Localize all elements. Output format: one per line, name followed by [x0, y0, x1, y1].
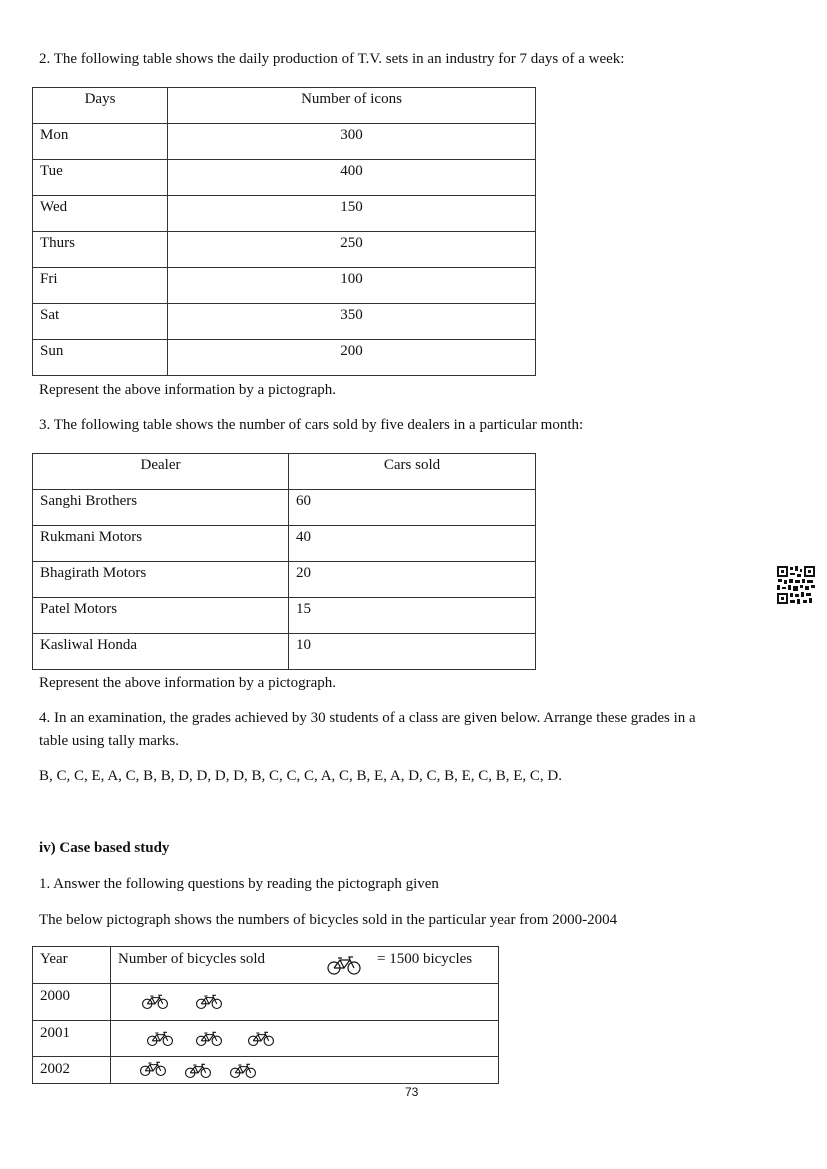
cell-bikes	[111, 1057, 499, 1084]
bicycle-pictograph-table	[32, 946, 499, 1084]
table-row	[33, 268, 536, 304]
table-row	[33, 634, 536, 670]
header-sold	[111, 947, 499, 984]
table-row	[33, 490, 536, 526]
table-row	[33, 160, 536, 196]
case-q1: 1. Answer the following questions by reading the pictograph given	[39, 876, 439, 892]
table-row	[33, 984, 499, 1021]
cell-value: 200	[168, 340, 536, 376]
cell-dealer: Sanghi Brothers	[33, 490, 289, 526]
q3-text: 3. The following table shows the number of cars sold by five dealers in a particular month:	[39, 417, 584, 433]
q2-text: 2. The following table shows the daily production of T.V. sets in an industry for 7 days of a week:	[39, 51, 625, 67]
case-desc: The below pictograph shows the numbers of bicycles sold in the particular year from 2000-2004	[39, 912, 618, 928]
cell-value: 40	[289, 526, 536, 562]
cell-day: Wed	[33, 196, 168, 232]
bicycle-icon	[229, 1062, 257, 1084]
cars-sold-table	[32, 453, 536, 670]
q2-footer: Represent the above information by a pictograph.	[39, 382, 336, 398]
cell-day: Mon	[33, 124, 168, 160]
table-header-row	[33, 88, 536, 124]
table-row	[33, 304, 536, 340]
bicycle-icon	[247, 1030, 275, 1052]
q4-line1: 4. In an examination, the grades achieved by 30 students of a class are given below. Arrange these grades in a	[39, 710, 696, 726]
header-dealer: Dealer	[33, 454, 289, 490]
cell-bikes	[111, 1021, 499, 1057]
header-year: Year	[33, 947, 111, 984]
table-row	[33, 1021, 499, 1057]
cell-dealer: Rukmani Motors	[33, 526, 289, 562]
cell-day: Sun	[33, 340, 168, 376]
bicycle-icon	[195, 993, 223, 1015]
header-days: Days	[33, 88, 168, 124]
cell-value: 100	[168, 268, 536, 304]
cell-value: 350	[168, 304, 536, 340]
cell-year: 2002	[33, 1057, 111, 1084]
bicycle-icon	[326, 955, 362, 980]
cell-value: 20	[289, 562, 536, 598]
page-number: 73	[405, 1085, 419, 1099]
tv-production-table	[32, 87, 536, 376]
bicycle-icon	[146, 1030, 174, 1052]
cell-dealer: Bhagirath Motors	[33, 562, 289, 598]
cell-day: Tue	[33, 160, 168, 196]
q4-line2: table using tally marks.	[39, 733, 179, 749]
cell-value: 150	[168, 196, 536, 232]
cell-value: 300	[168, 124, 536, 160]
qr-code-icon	[776, 565, 816, 605]
cell-day: Sat	[33, 304, 168, 340]
table-row	[33, 340, 536, 376]
header-sold-label: Number of bicycles sold	[118, 951, 266, 967]
table-row	[33, 196, 536, 232]
case-heading: iv) Case based study	[39, 840, 170, 856]
bicycle-icon	[195, 1030, 223, 1052]
bicycle-icon	[141, 993, 169, 1015]
table-row	[33, 598, 536, 634]
q4-grades: B, C, C, E, A, C, B, B, D, D, D, D, B, C, C, C, A, C, B, E, A, D, C, B, E, C, B, E, C, D.	[39, 768, 562, 784]
table-header-row	[33, 947, 499, 984]
header-number: Number of icons	[168, 88, 536, 124]
cell-value: 250	[168, 232, 536, 268]
table-row	[33, 124, 536, 160]
q3-footer: Represent the above information by a pictograph.	[39, 675, 336, 691]
cell-dealer: Kasliwal Honda	[33, 634, 289, 670]
key-text: = 1500 bicycles	[377, 951, 473, 967]
cell-year: 2001	[33, 1021, 111, 1057]
cell-bikes	[111, 984, 499, 1021]
bicycle-icon	[139, 1060, 167, 1082]
cell-day: Fri	[33, 268, 168, 304]
header-cars-sold: Cars sold	[289, 454, 536, 490]
table-row	[33, 562, 536, 598]
bicycle-icon	[184, 1062, 212, 1084]
cell-day: Thurs	[33, 232, 168, 268]
table-row	[33, 232, 536, 268]
cell-value: 10	[289, 634, 536, 670]
cell-dealer: Patel Motors	[33, 598, 289, 634]
cell-value: 15	[289, 598, 536, 634]
table-row	[33, 526, 536, 562]
cell-value: 60	[289, 490, 536, 526]
cell-year: 2000	[33, 984, 111, 1021]
cell-value: 400	[168, 160, 536, 196]
table-header-row	[33, 454, 536, 490]
table-row	[33, 1057, 499, 1084]
